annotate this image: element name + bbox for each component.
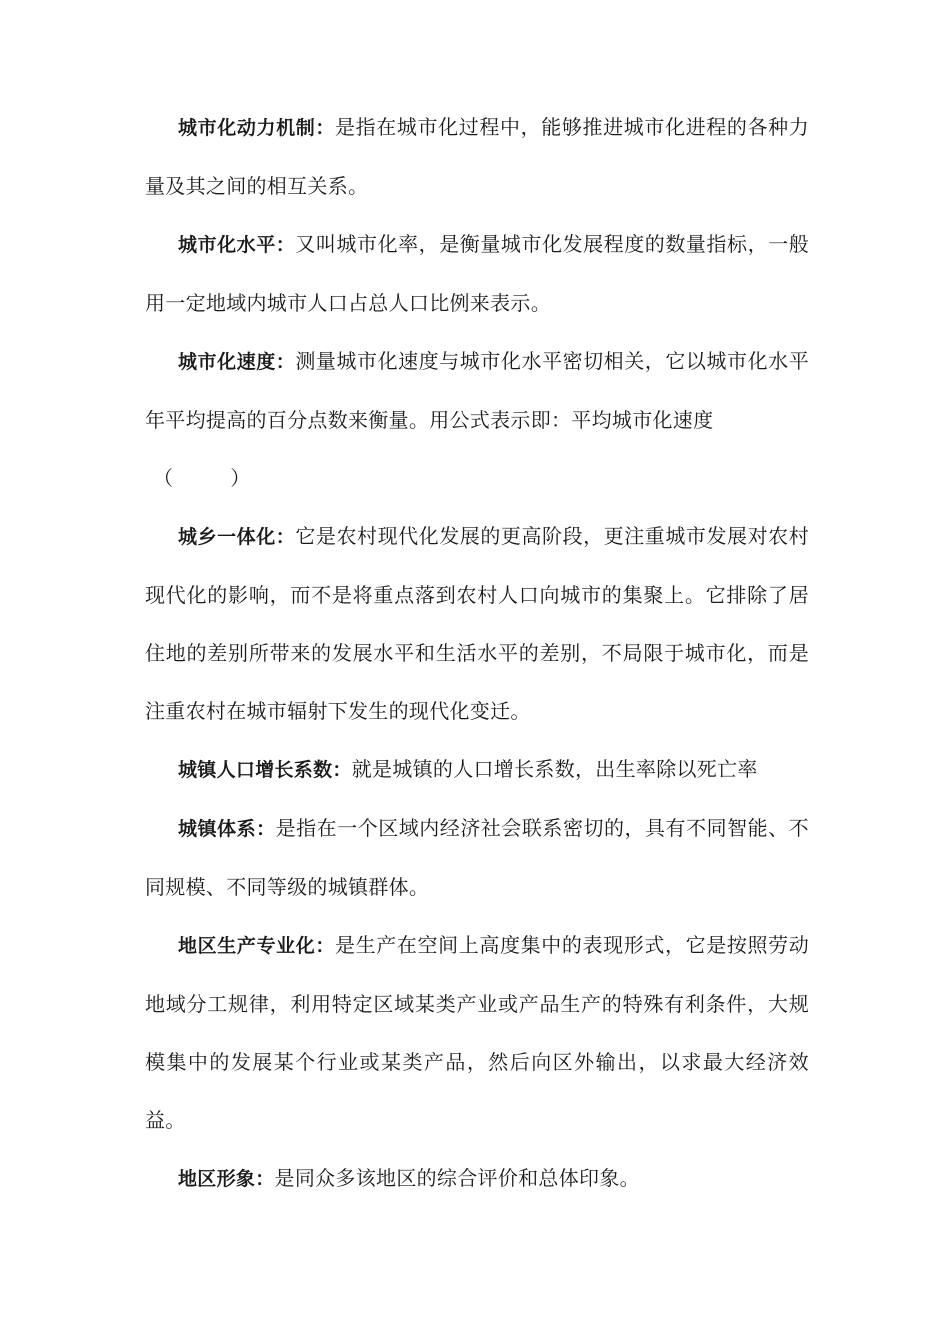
entry-definition: 是指在城市化过程中，能够推进城市化进程的各种力量及其之间的相互关系。: [145, 115, 809, 198]
entry-urbanization-level: [145, 215, 809, 332]
entry-urbanization-speed: [145, 332, 809, 449]
entry-term: 城镇人口增长系数：: [178, 759, 352, 781]
entry-definition: 是生产在空间上高度集中的表现形式，它是按照劳动地域分工规律，利用特定区域某类产业或产品生产的特殊有利条件，大规模集中的发展某个行业或某类产品，然后向区外输出，以求最大经济效益。: [145, 933, 809, 1132]
entry-definition: 测量城市化速度与城市化水平密切相关，它以城市化水平年平均提高的百分点数来衡量。用公式表示即：平均城市化速度: [145, 349, 809, 432]
entry-term: 城市化水平：: [178, 234, 296, 256]
entry-definition: 是指在一个区域内经济社会联系密切的，具有不同智能、不同规模、不同等级的城镇群体。: [145, 816, 809, 899]
entry-definition: 它是农村现代化发展的更高阶段，更注重城市发展对农村现代化的影响，而不是将重点落到农村人口向城市的集聚上。它排除了居住地的差别所带来的发展水平和生活水平的差别，不局限于城市化，而是注重农村在城市辐射下发生的现代化变迁。: [145, 524, 809, 723]
entry-term: 城镇体系：: [178, 818, 276, 840]
document-body: [145, 98, 809, 1208]
entry-definition: 又叫城市化率，是衡量城市化发展程度的数量指标，一般用一定地域内城市人口占总人口比例来表示。: [145, 232, 809, 315]
entry-town-system: [145, 799, 809, 916]
entry-term: 城市化速度：: [178, 351, 296, 373]
entry-term: 地区形象：: [178, 1168, 275, 1190]
entry-regional-image: [145, 1149, 809, 1208]
entry-urbanization-dynamics: [145, 98, 809, 215]
entry-term: 城市化动力机制：: [178, 117, 335, 139]
entry-term: 地区生产专业化：: [178, 935, 335, 957]
entry-definition: 是同众多该地区的综合评价和总体印象。: [274, 1166, 640, 1190]
entry-term: 城乡一体化：: [178, 526, 296, 548]
entry-regional-specialization: [145, 916, 809, 1149]
entry-urban-rural-integration: [145, 507, 809, 740]
entry-town-population-growth: [145, 740, 809, 799]
entry-definition: 就是城镇的人口增长系数，出生率除以死亡率: [351, 757, 758, 781]
formula-placeholder: （ ）: [153, 466, 251, 490]
